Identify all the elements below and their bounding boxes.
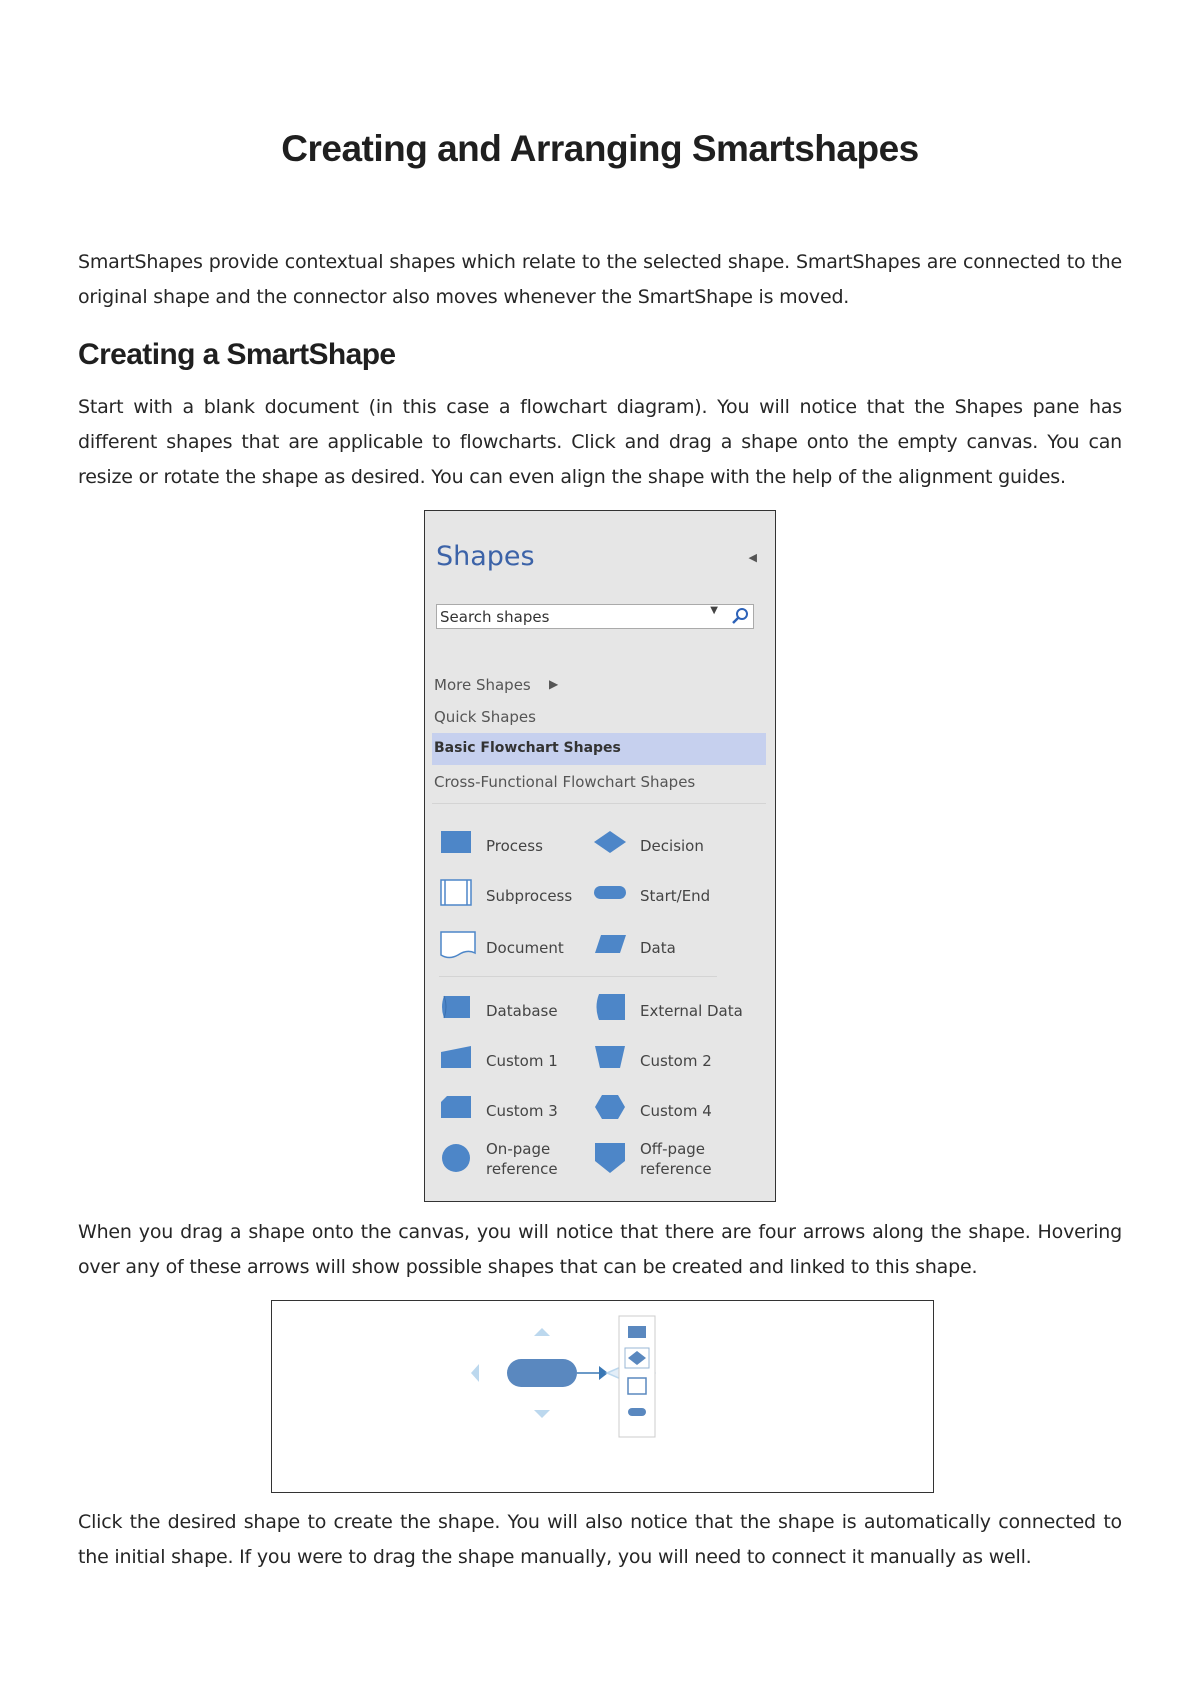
off-page-line1: Off-page (640, 1140, 706, 1158)
off-page-reference-icon (593, 1139, 627, 1175)
shape-external-data[interactable] (593, 992, 743, 1032)
shapes-pane-title: Shapes (436, 541, 535, 572)
document-label: Document (486, 939, 564, 957)
paragraph-click: Click the desired shape to create the shape. You will also notice that the shape is automatically connected to the initial shape. If you were to drag the shape manually, you will need to connect it manually as well. (78, 1511, 1122, 1568)
nav-basic-flowchart-label: Basic Flowchart Shapes (434, 740, 621, 756)
custom-2-icon (593, 1042, 627, 1072)
nav-more-shapes[interactable] (425, 669, 765, 701)
smartshape-illustration (271, 1300, 934, 1493)
subprocess-label: Subprocess (486, 887, 573, 905)
arrow-up-icon (534, 1328, 550, 1336)
shape-custom-1[interactable] (439, 1042, 589, 1082)
suggest-subprocess-icon (628, 1378, 646, 1394)
shapes-divider (439, 976, 717, 977)
shape-start-end[interactable] (593, 877, 743, 917)
decision-icon (593, 827, 627, 857)
database-icon (439, 992, 473, 1022)
nav-cross-functional[interactable] (425, 766, 765, 798)
search-shapes-input[interactable] (436, 604, 754, 629)
main-shape (507, 1359, 577, 1387)
start-end-label: Start/End (640, 887, 711, 905)
on-page-reference-label (486, 1139, 558, 1179)
shape-on-page-reference[interactable] (439, 1139, 589, 1179)
pane-divider (432, 803, 766, 804)
search-icon[interactable] (731, 607, 749, 629)
shape-custom-2[interactable] (593, 1042, 743, 1082)
page-title: Creating and Arranging Smartshapes (281, 128, 919, 169)
shape-custom-4[interactable] (593, 1092, 743, 1132)
on-page-line1: On-page (486, 1140, 551, 1158)
paragraph-start: Start with a blank document (in this case a flowchart diagram). You will notice that the Shapes pane has different shapes that are applicable to flowcharts. Click and drag a shape onto the empty canvas. You can resize or rotate the shape as desired. You can even align the shape with the help of the alignment guides. (78, 396, 1122, 488)
off-page-line2: reference (640, 1160, 712, 1178)
shape-process[interactable] (439, 827, 589, 867)
nav-cross-functional-label: Cross-Functional Flowchart Shapes (434, 773, 696, 791)
shape-off-page-reference[interactable] (593, 1139, 743, 1179)
nav-quick-shapes-label: Quick Shapes (434, 708, 536, 726)
data-icon (593, 929, 627, 959)
nav-quick-shapes[interactable] (425, 701, 765, 733)
smartshape-diagram (272, 1301, 933, 1492)
custom-1-label: Custom 1 (486, 1052, 558, 1070)
data-label: Data (640, 939, 676, 957)
shapes-pane (424, 510, 776, 1202)
shape-data[interactable] (593, 929, 743, 969)
suggest-process-icon (628, 1326, 646, 1338)
shape-decision[interactable] (593, 827, 743, 867)
dropdown-caret-icon[interactable]: ▼ (710, 605, 718, 616)
off-page-reference-label (640, 1139, 712, 1179)
custom-4-label: Custom 4 (640, 1102, 712, 1120)
custom-1-icon (439, 1042, 473, 1072)
shape-subprocess[interactable] (439, 877, 589, 917)
on-page-reference-icon (439, 1139, 473, 1175)
decision-label: Decision (640, 837, 704, 855)
document-icon (439, 929, 477, 959)
intro-paragraph: SmartShapes provide contextual shapes which relate to the selected shape. SmartShapes are connected to the original shape and the connector also moves whenever the SmartShape is moved. (78, 251, 1122, 308)
custom-3-icon (439, 1092, 473, 1122)
custom-2-label: Custom 2 (640, 1052, 712, 1070)
external-data-label: External Data (640, 1002, 743, 1020)
nav-basic-flowchart-shapes[interactable] (432, 733, 766, 765)
search-placeholder: Search shapes (440, 608, 550, 626)
shape-document[interactable] (439, 929, 589, 969)
collapse-icon[interactable]: ◀ (748, 551, 757, 564)
on-page-line2: reference (486, 1160, 558, 1178)
arrow-left-icon (471, 1364, 479, 1382)
paragraph-drag: When you drag a shape onto the canvas, you will notice that there are four arrows along the shape. Hovering over any of these arrows will show possible shapes that can be created and linked to this shape. (78, 1221, 1122, 1278)
custom-3-label: Custom 3 (486, 1102, 558, 1120)
submenu-arrow-icon: ▶ (549, 677, 559, 691)
section-heading: Creating a SmartShape (78, 338, 396, 371)
external-data-icon (593, 992, 627, 1022)
arrow-down-icon (534, 1410, 550, 1418)
custom-4-icon (593, 1092, 627, 1122)
suggest-start-end-icon (628, 1408, 646, 1416)
process-icon (439, 827, 473, 857)
process-label: Process (486, 837, 543, 855)
database-label: Database (486, 1002, 558, 1020)
start-end-icon (593, 877, 627, 907)
shape-database[interactable] (439, 992, 589, 1032)
subprocess-icon (439, 877, 473, 907)
shape-custom-3[interactable] (439, 1092, 589, 1132)
nav-more-shapes-label: More Shapes (434, 676, 531, 694)
